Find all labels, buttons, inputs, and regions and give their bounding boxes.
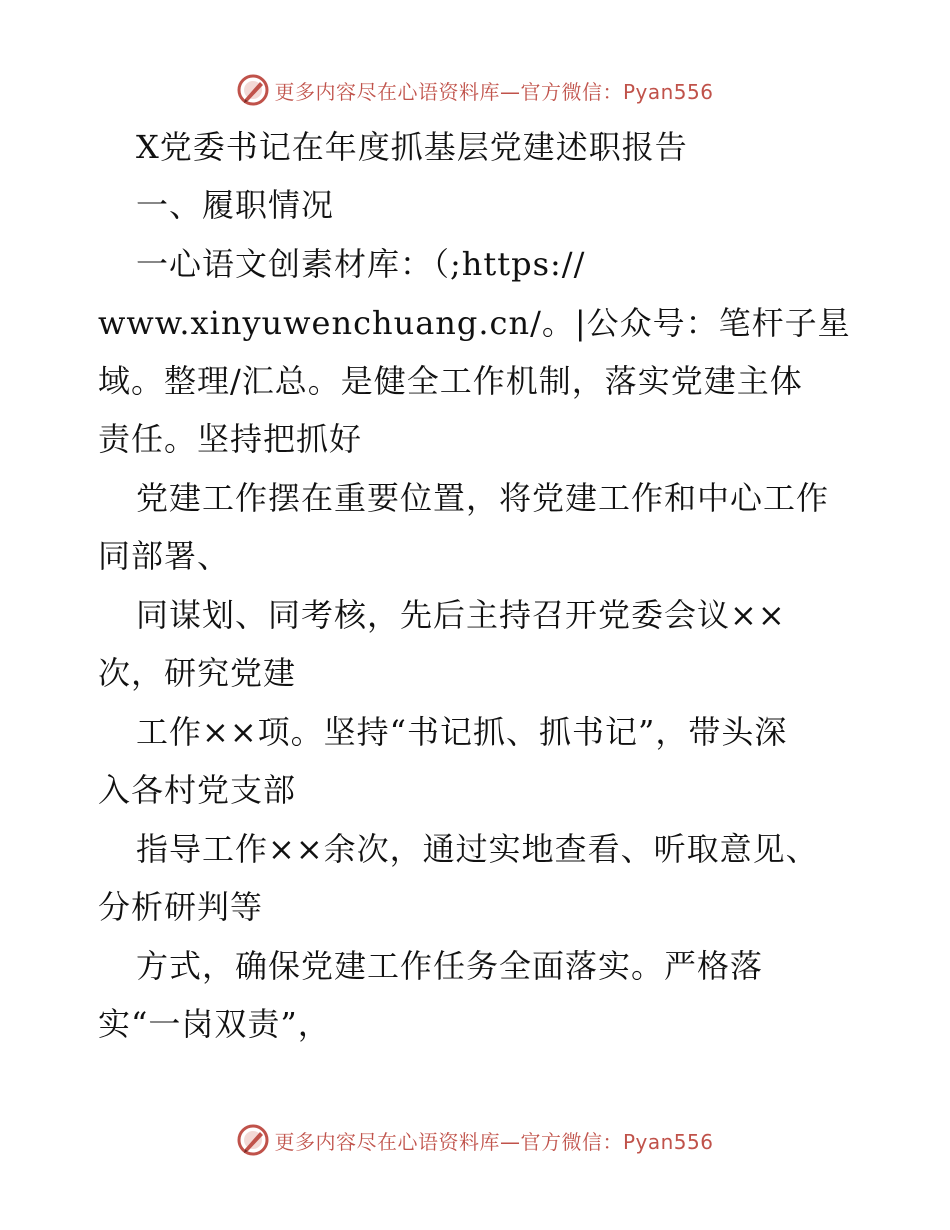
- paragraph-line: 党建工作摆在重要位置，将党建工作和中心工作: [136, 479, 830, 517]
- paragraph-line: 入各村党支部: [98, 771, 297, 809]
- paragraph-line: 同部署、: [98, 537, 231, 575]
- footer-banner-text: 更多内容尽在心语资料库: [274, 1129, 500, 1154]
- paragraph-line: 方式，确保党建工作任务全面落实。严格落: [136, 947, 764, 985]
- paragraph-line: 同谋划、同考核，先后主持召开党委会议××: [136, 596, 786, 634]
- footer-banner: [0, 1120, 950, 1160]
- pen-logo-icon: [236, 73, 270, 107]
- paragraph-line: 分析研判等: [98, 888, 264, 926]
- footer-banner-suffix: 官方微信：Pyan556: [520, 1129, 714, 1154]
- paragraph-line: 实“一岗双责”，: [98, 1005, 331, 1043]
- header-banner-text: 更多内容尽在心语资料库: [274, 79, 500, 104]
- paragraph-line: 指导工作××余次，通过实地查看、听取意见、: [136, 830, 819, 868]
- paragraph-line: 域。整理/汇总。是健全工作机制，落实党建主体: [98, 362, 803, 400]
- paragraph-line: 责任。坚持把抓好: [98, 420, 363, 458]
- pen-logo-icon: [236, 1123, 270, 1157]
- footer-banner-dash: —: [499, 1129, 521, 1154]
- header-banner-dash: —: [499, 79, 521, 104]
- section-heading: 一、履职情况: [136, 186, 335, 224]
- document-title: X党委书记在年度抓基层党建述职报告: [136, 128, 688, 166]
- paragraph-line: 次，研究党建: [98, 654, 297, 692]
- paragraph-line: www.xinyuwenchuang.cn/。|公众号：笔杆子星: [98, 304, 851, 342]
- header-banner: [0, 70, 950, 110]
- paragraph-line: 一心语文创素材库：（;https://: [136, 245, 586, 283]
- paragraph-line: 工作××项。坚持“书记抓、抓书记”，带头深: [136, 713, 788, 751]
- header-banner-suffix: 官方微信：Pyan556: [520, 79, 714, 104]
